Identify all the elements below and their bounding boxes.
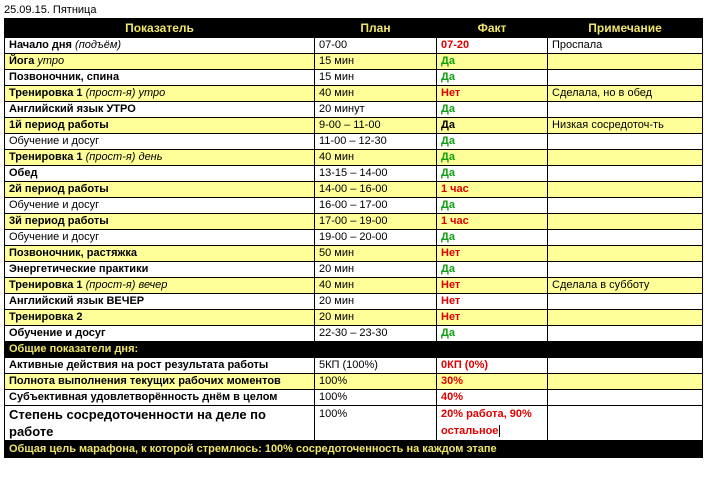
indicator-cell[interactable] (5, 326, 315, 342)
focus-fact: 20% работа, 90% остальное (441, 408, 532, 437)
focus-fact-cell[interactable] (437, 406, 548, 441)
fact-cell[interactable] (437, 166, 548, 182)
note-cell[interactable] (548, 214, 703, 230)
fact-cell[interactable] (437, 86, 548, 102)
plan-cell[interactable] (315, 214, 437, 230)
indicator-cell[interactable] (5, 214, 315, 230)
summary-title-filler[interactable] (437, 342, 548, 358)
indicator-cell[interactable] (5, 150, 315, 166)
summary-plan: 100% (319, 375, 348, 387)
summary-note-cell[interactable] (548, 390, 703, 406)
indicator-cell[interactable] (5, 134, 315, 150)
header-row (5, 19, 703, 38)
table-row (5, 246, 703, 262)
indicator-name: Обучение и досуг (9, 135, 100, 147)
fact-cell[interactable] (437, 182, 548, 198)
indicator-suffix: (прост-я) день (85, 151, 163, 163)
plan-cell[interactable] (315, 70, 437, 86)
plan-value: 14-00 – 16-00 (319, 183, 388, 195)
fact-value: Нет (441, 279, 461, 291)
fact-value: Нет (441, 87, 461, 99)
table-row (5, 118, 703, 134)
summary-section (5, 342, 703, 358)
table-row (5, 38, 703, 54)
daily-report-table (4, 18, 703, 458)
fact-cell[interactable] (437, 150, 548, 166)
note-cell[interactable] (548, 198, 703, 214)
summary-plan: 100% (319, 391, 348, 403)
focus-section (5, 406, 703, 458)
indicator-suffix: (подъём) (75, 39, 122, 51)
date-title: 25.09.15. Пятница (4, 4, 97, 16)
indicator-name: Позвоночник, растяжка (9, 247, 137, 259)
note-cell[interactable] (548, 294, 703, 310)
note-cell[interactable] (548, 182, 703, 198)
fact-value: 1 час (441, 183, 469, 195)
summary-plan-cell[interactable] (315, 374, 437, 390)
note-value: Проспала (552, 39, 603, 51)
indicator-cell[interactable] (5, 182, 315, 198)
fact-value: Нет (441, 295, 461, 307)
fact-cell[interactable] (437, 70, 548, 86)
fact-value: Да (441, 103, 455, 115)
plan-value: 20 мин (319, 295, 355, 307)
summary-name: Субъективная удовлетворённость днём в целом (9, 391, 278, 403)
summary-fact-cell[interactable] (437, 374, 548, 390)
fact-cell[interactable] (437, 54, 548, 70)
indicator-cell[interactable] (5, 102, 315, 118)
plan-cell[interactable] (315, 326, 437, 342)
indicator-name: Йога (9, 55, 35, 67)
fact-value: Да (441, 167, 455, 179)
summary-note-cell[interactable] (548, 358, 703, 374)
indicator-name: Энергетические практики (9, 263, 149, 275)
indicator-name: Начало дня (9, 39, 72, 51)
indicator-name: Тренировка 2 (9, 311, 83, 323)
note-cell[interactable] (548, 278, 703, 294)
indicator-cell[interactable] (5, 70, 315, 86)
table-row (5, 198, 703, 214)
note-cell[interactable] (548, 326, 703, 342)
plan-cell[interactable] (315, 86, 437, 102)
note-value: Сделала, но в обед (552, 87, 653, 99)
fact-cell[interactable] (437, 38, 548, 54)
focus-name-cell[interactable] (5, 406, 315, 441)
indicator-suffix: утро (37, 55, 65, 67)
fact-value: Да (441, 263, 455, 275)
indicator-cell[interactable] (5, 278, 315, 294)
activity-rows (5, 38, 703, 342)
table-row (5, 150, 703, 166)
focus-plan: 100% (319, 408, 348, 420)
fact-value: Да (441, 199, 455, 211)
indicator-cell[interactable] (5, 294, 315, 310)
indicator-cell[interactable] (5, 118, 315, 134)
table-row (5, 166, 703, 182)
summary-row (5, 390, 703, 406)
plan-value: 20 мин (319, 263, 355, 275)
summary-row (5, 374, 703, 390)
fact-cell[interactable] (437, 230, 548, 246)
indicator-name: Обучение и досуг (9, 199, 100, 211)
plan-value: 16-00 – 17-00 (319, 199, 388, 211)
plan-value: 07-00 (319, 39, 348, 51)
indicator-name: Тренировка 1 (9, 151, 83, 163)
text-cursor (499, 425, 500, 437)
table-row (5, 310, 703, 326)
fact-cell[interactable] (437, 198, 548, 214)
fact-cell[interactable] (437, 310, 548, 326)
fact-cell[interactable] (437, 246, 548, 262)
table-row (5, 278, 703, 294)
summary-rows (5, 358, 703, 406)
fact-value: Да (441, 55, 455, 67)
note-cell[interactable] (548, 70, 703, 86)
fact-value: Да (441, 119, 455, 131)
indicator-name: 3й период работы (9, 215, 109, 227)
table-row (5, 134, 703, 150)
table-row (5, 54, 703, 70)
plan-cell[interactable] (315, 134, 437, 150)
fact-cell[interactable] (437, 134, 548, 150)
indicator-name: Обучение и досуг (9, 327, 106, 339)
fact-cell[interactable] (437, 262, 548, 278)
summary-title-filler[interactable] (548, 342, 703, 358)
fact-cell[interactable] (437, 326, 548, 342)
plan-value: 9-00 – 11-00 (319, 119, 381, 131)
note-cell[interactable] (548, 134, 703, 150)
indicator-name: 2й период работы (9, 183, 109, 195)
header-indicator[interactable]: Показатель (5, 19, 315, 38)
fact-value: Да (441, 135, 455, 147)
plan-value: 40 мин (319, 87, 355, 99)
table-row (5, 182, 703, 198)
table-row (5, 214, 703, 230)
fact-value: Да (441, 231, 455, 243)
plan-value: 40 мин (319, 151, 355, 163)
note-cell[interactable] (548, 230, 703, 246)
summary-title: Общие показатели дня: (9, 343, 139, 355)
plan-cell[interactable] (315, 102, 437, 118)
plan-value: 13-15 – 14-00 (319, 167, 388, 179)
summary-title-filler[interactable] (315, 342, 437, 358)
note-cell[interactable] (548, 118, 703, 134)
note-value: Низкая сосредоточ-ть (552, 119, 664, 131)
indicator-suffix: (прост-я) вечер (85, 279, 168, 291)
indicator-name: Английский язык ВЕЧЕР (9, 295, 145, 307)
note-value: Сделала в субботу (552, 279, 650, 291)
note-cell[interactable] (548, 54, 703, 70)
summary-name-cell[interactable] (5, 358, 315, 374)
focus-row (5, 406, 703, 441)
indicator-cell[interactable] (5, 198, 315, 214)
indicator-cell[interactable] (5, 86, 315, 102)
plan-cell[interactable] (315, 310, 437, 326)
footer-goal: Общая цель марафона, к которой стремлюсь: 100% сосредоточенность на каждом этапе (9, 442, 497, 455)
plan-value: 11-00 – 12-30 (319, 135, 387, 147)
note-cell[interactable] (548, 86, 703, 102)
note-cell[interactable] (548, 262, 703, 278)
indicator-name: Обучение и досуг (9, 231, 100, 243)
footer-goal-cell[interactable] (5, 441, 703, 458)
fact-cell[interactable] (437, 102, 548, 118)
plan-cell[interactable] (315, 278, 437, 294)
plan-value: 40 мин (319, 279, 355, 291)
table-row (5, 102, 703, 118)
table-row (5, 294, 703, 310)
note-cell[interactable] (548, 166, 703, 182)
focus-note-cell[interactable] (548, 406, 703, 441)
summary-fact: 0КП (0%) (441, 359, 489, 371)
focus-name: Степень сосредоточенности на деле по работе (9, 407, 266, 439)
fact-cell[interactable] (437, 278, 548, 294)
plan-value: 50 мин (319, 247, 355, 259)
plan-cell[interactable] (315, 166, 437, 182)
indicator-name: Позвоночник, спина (9, 71, 120, 83)
summary-title-cell[interactable] (5, 342, 315, 358)
summary-name: Активные действия на рост результата работы (9, 359, 269, 371)
fact-value: 1 час (441, 215, 469, 227)
summary-fact-cell[interactable] (437, 390, 548, 406)
header-plan[interactable]: План (315, 19, 437, 38)
plan-cell[interactable] (315, 150, 437, 166)
note-cell[interactable] (548, 150, 703, 166)
fact-value: Да (441, 327, 455, 339)
fact-cell[interactable] (437, 294, 548, 310)
note-cell[interactable] (548, 38, 703, 54)
table-row (5, 262, 703, 278)
indicator-name: Обед (9, 167, 38, 179)
plan-cell[interactable] (315, 294, 437, 310)
summary-plan-cell[interactable] (315, 390, 437, 406)
indicator-cell[interactable] (5, 166, 315, 182)
indicator-cell[interactable] (5, 246, 315, 262)
summary-name: Полнота выполнения текущих рабочих моментов (9, 375, 281, 387)
plan-cell[interactable] (315, 38, 437, 54)
indicator-cell[interactable] (5, 262, 315, 278)
indicator-cell[interactable] (5, 230, 315, 246)
fact-value: Да (441, 71, 455, 83)
header-fact[interactable]: Факт (437, 19, 548, 38)
note-cell[interactable] (548, 246, 703, 262)
indicator-cell[interactable] (5, 54, 315, 70)
plan-cell[interactable] (315, 246, 437, 262)
plan-cell[interactable] (315, 54, 437, 70)
plan-value: 17-00 – 19-00 (319, 215, 388, 227)
table-row (5, 230, 703, 246)
summary-plan: 5КП (100%) (319, 359, 378, 371)
fact-value: Нет (441, 247, 461, 259)
table-row (5, 326, 703, 342)
fact-value: Нет (441, 311, 461, 323)
summary-row (5, 358, 703, 374)
table-row (5, 86, 703, 102)
summary-name-cell[interactable] (5, 390, 315, 406)
indicator-cell[interactable] (5, 310, 315, 326)
focus-plan-cell[interactable] (315, 406, 437, 441)
plan-value: 20 мин (319, 311, 355, 323)
summary-name-cell[interactable] (5, 374, 315, 390)
plan-value: 19-00 – 20-00 (319, 231, 388, 243)
header-note[interactable]: Примечание (548, 19, 703, 38)
summary-fact: 40% (441, 391, 464, 403)
plan-cell[interactable] (315, 198, 437, 214)
plan-cell[interactable] (315, 262, 437, 278)
summary-fact: 30% (441, 375, 464, 387)
note-cell[interactable] (548, 310, 703, 326)
summary-note-cell[interactable] (548, 374, 703, 390)
plan-cell[interactable] (315, 118, 437, 134)
indicator-name: Английский язык УТРО (9, 103, 136, 115)
table-row (5, 70, 703, 86)
plan-cell[interactable] (315, 182, 437, 198)
indicator-suffix: (прост-я) утро (85, 87, 166, 99)
fact-cell[interactable] (437, 214, 548, 230)
fact-value: 07-20 (441, 39, 470, 51)
plan-value: 15 мин (319, 55, 355, 67)
note-cell[interactable] (548, 102, 703, 118)
footer-goal-row (5, 441, 703, 458)
indicator-name: 1й период работы (9, 119, 109, 131)
indicator-cell[interactable] (5, 38, 315, 54)
summary-plan-cell[interactable] (315, 358, 437, 374)
fact-value: Да (441, 151, 455, 163)
summary-fact-cell[interactable] (437, 358, 548, 374)
indicator-name: Тренировка 1 (9, 279, 83, 291)
plan-cell[interactable] (315, 230, 437, 246)
plan-value: 15 мин (319, 71, 355, 83)
indicator-name: Тренировка 1 (9, 87, 83, 99)
fact-cell[interactable] (437, 118, 548, 134)
plan-value: 22-30 – 23-30 (319, 327, 388, 339)
summary-title-row (5, 342, 703, 358)
plan-value: 20 минут (319, 103, 365, 115)
